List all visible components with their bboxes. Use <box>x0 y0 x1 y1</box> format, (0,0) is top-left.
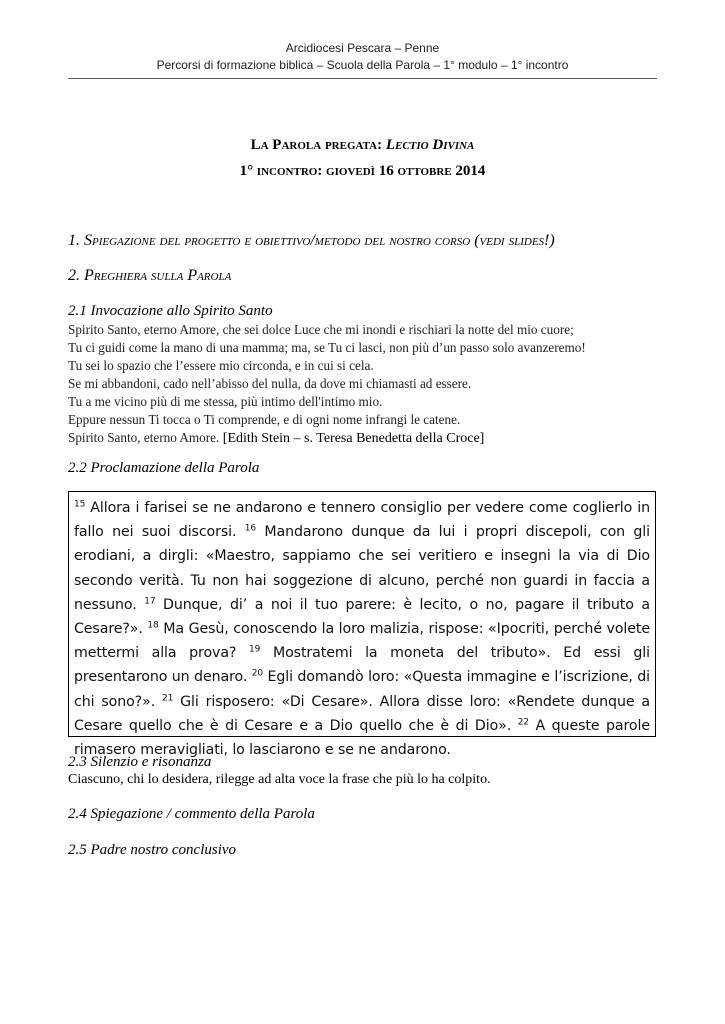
silence-instruction: Ciascuno, chi lo desidera, rilegge ad alta voce la frase che più lo ha colpito. <box>68 772 491 787</box>
section-1-heading: 1. Spiegazione del progetto e obiettivo/metodo del nostro corso (vedi slides!) <box>68 232 555 249</box>
title-main: La Parola pregata: <box>250 137 386 153</box>
prayer-text <box>68 321 586 448</box>
prayer-attribution: [Edith Stein – s. Teresa Benedetta della Croce] <box>219 431 485 446</box>
header-divider <box>68 78 657 79</box>
verse-text: Mostratemi la moneta del tributo». Ed essi gli presentarono un denaro. <box>74 645 650 686</box>
prayer-line-last <box>68 429 586 448</box>
document-title <box>0 132 725 184</box>
verse-text: Gli risposero: «Di Cesare». Allora disse loro: «Rendete dunque a Cesare quello che è di Cesare e a Dio quello che è di Dio». <box>74 693 650 734</box>
header-course: Percorsi di formazione biblica – Scuola della Parola – 1° modulo – 1° incontro <box>156 58 569 72</box>
verse-number: 22 <box>517 717 529 728</box>
title-line-2: 1° incontro: giovedì 16 ottobre 2014 <box>239 163 486 179</box>
prayer-line: Spirito Santo, eterno Amore, che sei dolce Luce che mi inondi e rischiari la notte del mio cuore; <box>68 322 574 337</box>
verse-number: 16 <box>244 523 257 534</box>
section-2-2-heading: 2.2 Proclamazione della Parola <box>68 460 260 476</box>
verse-text: A queste parole rimasero meravigliati, lo lasciarono e se ne andarono. <box>74 717 650 759</box>
prayer-line: Tu ci guidi come la mano di una mamma; ma, se Tu ci lasci, non più d’un passo solo avanzeremo! <box>68 340 586 355</box>
section-2-5-heading: 2.5 Padre nostro conclusivo <box>68 842 237 858</box>
verse-number: 21 <box>162 692 174 703</box>
verse-text: Ma Gesù, conoscendo la loro malizia, rispose: «Ipocriti, perché volete mettermi alla prova? <box>74 621 650 662</box>
prayer-closing: Spirito Santo, eterno Amore. <box>68 430 220 445</box>
verse-text: Mandarono dunque da lui i propri discepoli, con gli erodiani, a dirgli: «Maestro, sappiamo che sei veritiero e insegni la via di Dio secondo verità. Tu non hai soggezione di alcuno, perché non guardi in faccia a nessuno. <box>74 524 650 613</box>
section-2-4-heading: 2.4 Spiegazione / commento della Parola <box>68 806 315 822</box>
header-diocese: Arcidiocesi Pescara – Penne <box>285 41 440 55</box>
verse-number: 18 <box>147 620 159 631</box>
section-2-3-heading: 2.3 Silenzio e risonanza <box>68 754 212 770</box>
section-2-heading: 2. Preghiera sulla Parola <box>68 267 232 284</box>
page-header <box>0 40 725 74</box>
verse-text: Egli domandò loro: «Questa immagine e l’iscrizione, di chi sono?». <box>74 669 650 710</box>
prayer-line: Tu a me vicino più di me stessa, più intimo dell'intimo mio. <box>68 394 383 409</box>
prayer-line: Se mi abbandoni, cado nell’abisso del nulla, da dove mi chiamasti ad essere. <box>68 376 472 391</box>
section-2-1-heading: 2.1 Invocazione allo Spirito Santo <box>68 303 273 319</box>
prayer-line: Eppure nessun Ti tocca o Ti comprende, e di ogni nome infrangi le catene. <box>68 412 461 427</box>
verse-text: Allora i farisei se ne andarono e tennero consiglio per vedere come coglierlo in fallo nei suoi discorsi. <box>74 500 650 541</box>
verse-number: 19 <box>249 644 261 655</box>
title-line-1 <box>0 132 725 158</box>
verse-number: 20 <box>251 668 263 679</box>
title-lectio-divina: Lectio Divina <box>385 137 475 153</box>
prayer-line: Tu sei lo spazio che l’essere mio circonda, e in cui si cela. <box>68 358 374 373</box>
gospel-passage-box <box>68 491 656 759</box>
verse-text: Dunque, di’ a noi il tuo parere: è lecito, o no, pagare il tributo a Cesare?». <box>74 596 650 638</box>
verse-number: 17 <box>144 596 156 607</box>
verse-number: 15 <box>74 499 86 510</box>
